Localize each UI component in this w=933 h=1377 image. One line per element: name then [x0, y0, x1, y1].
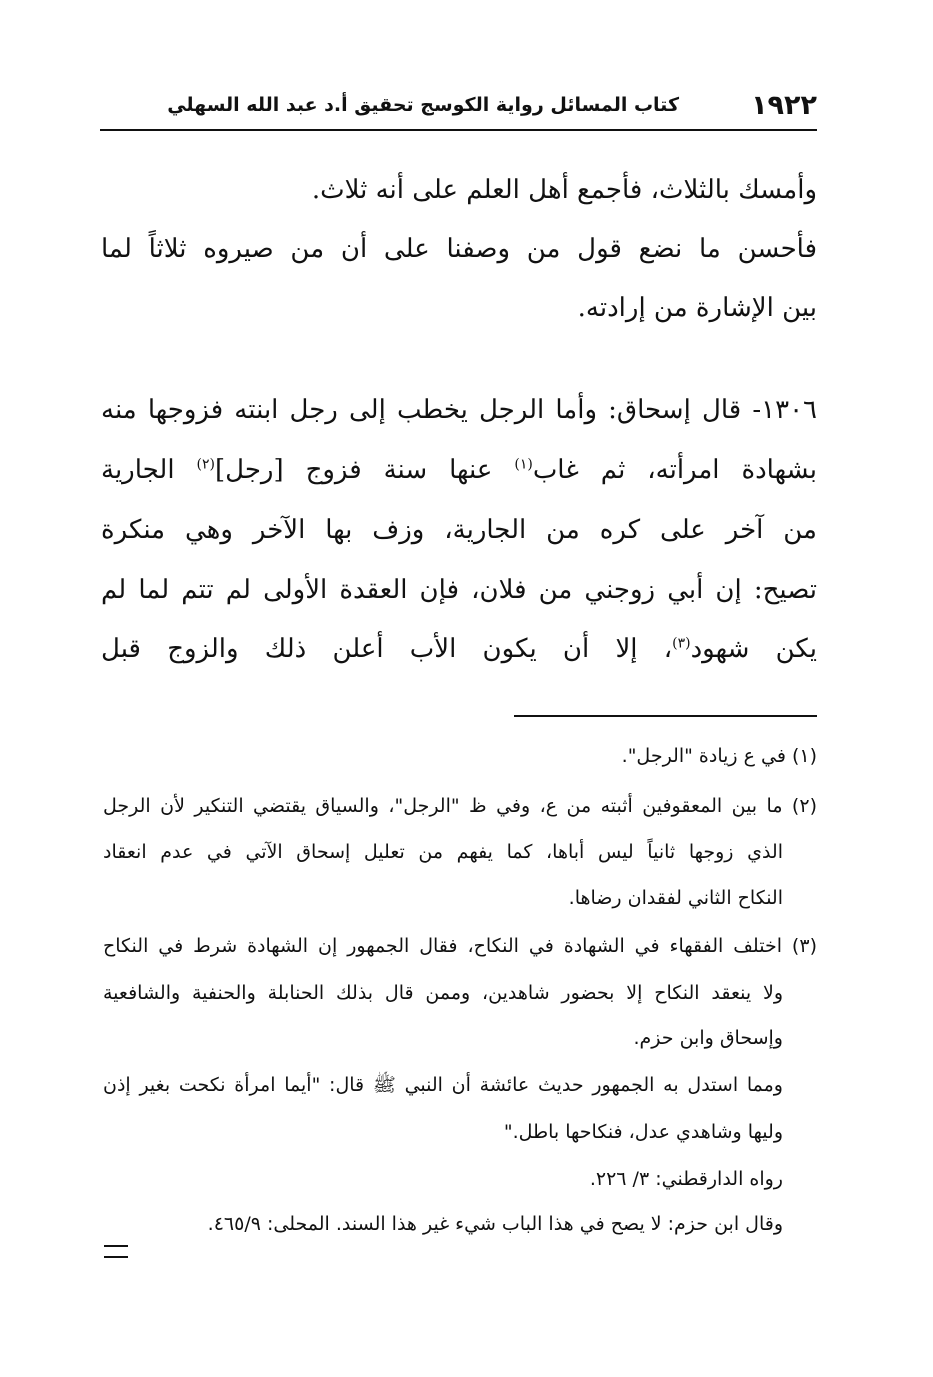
entry-text: يكن شهود [690, 634, 817, 664]
footnote-3-line: ولا ينعقد النكاح إلا بحضور شاهدين، وممن قال بذلك الحنابلة والحنفية والشافعية [103, 982, 783, 1004]
entry-text: قال إسحاق: وأما الرجل يخطب إلى رجل ابنته فزوجها منه [101, 395, 742, 425]
entry-line [101, 452, 817, 488]
footnote-3-line: وليها وشاهدي عدل، فنكاحها باطل." [503, 1121, 783, 1143]
footnote-marker[interactable]: (٣) [672, 635, 691, 652]
continuation-mark [104, 1245, 128, 1258]
footnote-rule [514, 715, 817, 717]
entry-text: ، إلا أن يكون الأب أعلن ذلك والزوج قبل [101, 634, 673, 664]
footnote-2-line: (٢) ما بين المعقوفين أثبته من ع، وفي ظ "الرجل"، والسياق يقتضي التنكير لأن الرجل [103, 795, 817, 817]
body-line: وأمسك بالثلاث، فأجمع أهل العلم على أنه ثلاث. [311, 175, 817, 205]
footnote-marker[interactable]: (٢) [196, 456, 216, 473]
footnote-3-line: رواه الدارقطني: ٣/ ٢٢٦. [589, 1168, 783, 1190]
entry-line [101, 392, 817, 428]
footnote-marker[interactable]: (١) [514, 456, 533, 473]
entry-text: الجارية [101, 455, 175, 485]
entry-line [101, 631, 817, 667]
footnote-2-line: النكاح الثاني لفقدان رضاها. [568, 887, 783, 909]
entry-text: عنها سنة فزوج [رجل] [215, 455, 493, 485]
entry-number: ١٣٠٦- [752, 395, 818, 425]
entry-line: تصيح: إن أبي زوجني من فلان، فإن العقدة الأولى لم تتم لما لم [101, 575, 817, 605]
running-title: كتاب المسائل رواية الكوسج تحقيق أ.د عبد الله السهلي [167, 94, 679, 116]
entry-line: من آخر على كره من الجارية، وزف بها الآخر وهي منكرة [101, 515, 817, 545]
page-number: ١٩٢٢ [751, 90, 817, 121]
footnote-2-line: الذي زوجها ثانياً ليس أباها، كما يفهم من تعليل إسحاق الآتي في عدم انعقاد [103, 841, 783, 863]
footnote-1: (١) في ع زيادة "الرجل". [621, 745, 817, 767]
entry-text: بشهادة امرأته، ثم غاب [532, 455, 818, 485]
header-rule [100, 129, 817, 131]
page-header [100, 86, 817, 126]
footnote-3-line: (٣) اختلف الفقهاء في الشهادة في النكاح، فقال الجمهور إن الشهادة شرط في النكاح [103, 935, 817, 957]
body-line: فأحسن ما نضع قول من وصفنا على أن من صيروه ثلاثاً لما [101, 234, 817, 264]
footnote-3-line: وقال ابن حزم: لا يصح في هذا الباب شيء غير هذا السند. المحلى: ٤٦٥/٩. [207, 1213, 783, 1235]
body-line: بين الإشارة من إرادته. [577, 293, 817, 323]
footnote-3-line: ومما استدل به الجمهور حديث عائشة أن النبي ﷺ قال: "أيما امرأة نكحت بغير إذن [103, 1074, 783, 1096]
footnote-3-line: وإسحاق وابن حزم. [633, 1027, 783, 1049]
